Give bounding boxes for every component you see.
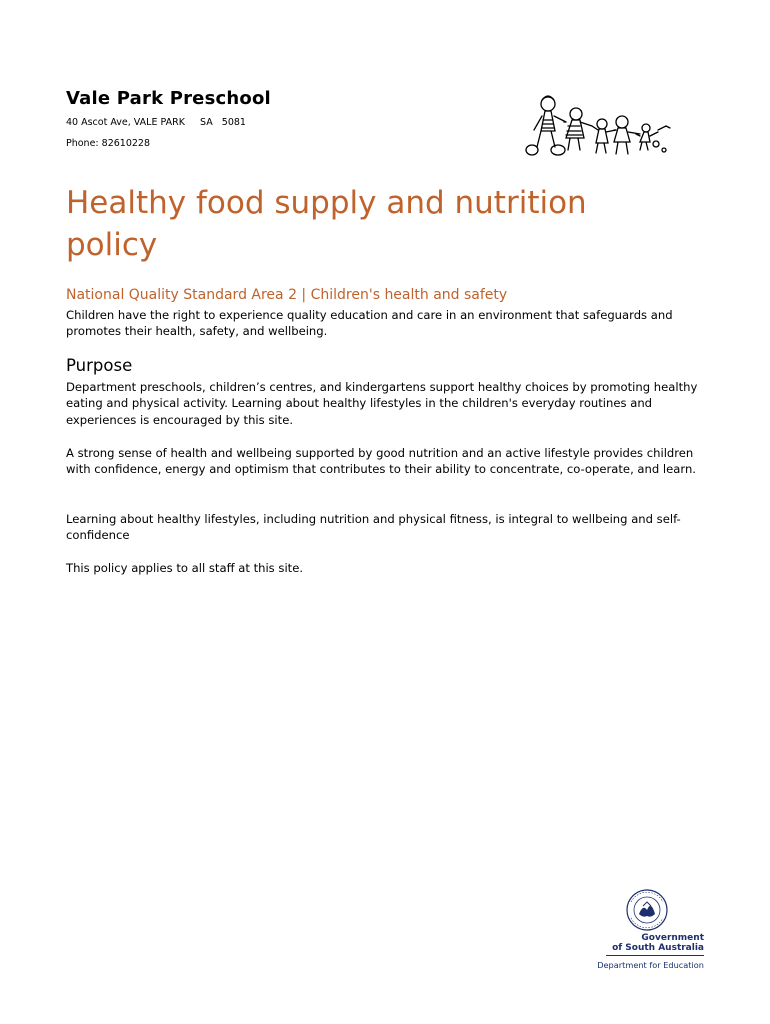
nqs-area-heading: National Quality Standard Area 2 | Children's health and safety <box>66 287 508 303</box>
gov-logo-divider <box>606 955 704 956</box>
document-title: Healthy food supply and nutrition policy <box>66 185 587 263</box>
purpose-paragraph: Department preschools, children’s centres, and kindergartens support healthy choices by promoting healthy eating and physical activity. Learning about healthy lifestyles in the children's everyday routines and experiences is encouraged by this site. <box>66 380 698 427</box>
school-name: Vale Park Preschool <box>66 88 271 109</box>
sa-crest-icon <box>625 888 669 932</box>
purpose-paragraph: This policy applies to all staff at this site. <box>66 561 304 575</box>
gov-name <box>596 934 704 953</box>
department-name: Department for Education <box>597 960 704 970</box>
purpose-paragraph: A strong sense of health and wellbeing supported by good nutrition and an active lifestyle provides children with confidence, energy and optimism that contributes to their ability to concentrate, co-operate, and learn. <box>66 446 696 477</box>
school-address: 40 Ascot Ave, VALE PARK SA 5081 <box>66 117 246 128</box>
gov-name-line2: of South Australia <box>612 942 704 953</box>
government-sa-logo <box>596 888 708 974</box>
gov-name-line1: Government <box>641 933 704 943</box>
children-drawing-logo <box>518 92 678 162</box>
purpose-paragraph: Learning about healthy lifestyles, including nutrition and physical fitness, is integral to wellbeing and self-confidence <box>66 512 681 543</box>
intro-paragraph: Children have the right to experience quality education and care in an environment that safeguards and promotes their health, safety, and wellbeing. <box>66 308 673 339</box>
school-phone: Phone: 82610228 <box>66 138 151 149</box>
purpose-heading: Purpose <box>66 356 133 375</box>
